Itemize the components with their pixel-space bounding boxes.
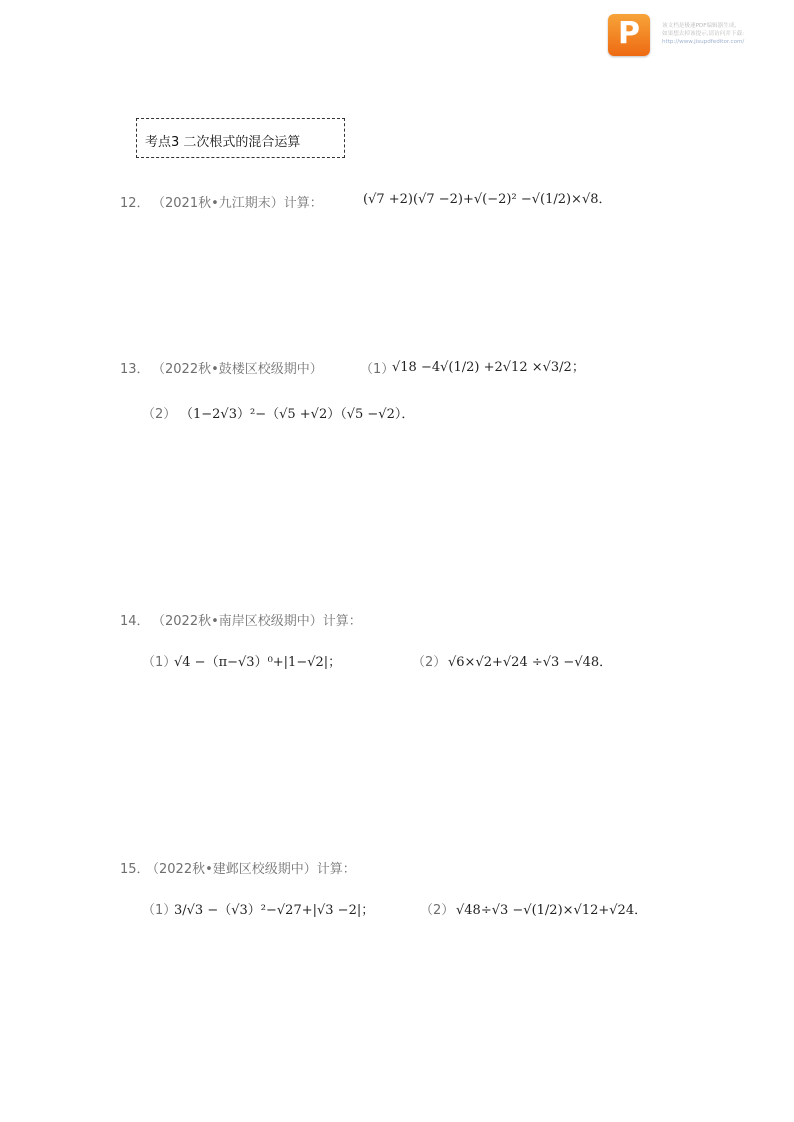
- problem-14-part-2-expression: √6×√2+√24 ÷√3 −√48．: [448, 655, 613, 670]
- problem-13-part-2-expression: （1−2√3）²−（√5 +√2）（√5 −√2）．: [180, 407, 415, 422]
- problem-15-source: （2022秋•建邺区校级期中）计算：: [146, 862, 356, 877]
- problem-13-source: （2022秋•鼓楼区校级期中）: [152, 362, 323, 377]
- watermark-line-2: 如果想去掉该提示,请访问并下载:: [662, 31, 744, 37]
- problem-15-part-1-label: （1）: [142, 903, 177, 918]
- problem-14-part-1-label: （1）: [142, 655, 177, 670]
- problem-12-expression: (√7 +2)(√7 −2)+√(−2)² −√(1/2)×√8．: [363, 192, 612, 207]
- problem-12-source: （2021秋•九江期末）计算：: [152, 196, 323, 211]
- problem-15-part-2-expression: √48÷√3 −√(1/2)×√12+√24．: [456, 903, 648, 918]
- problem-13-number: 13．: [120, 362, 150, 377]
- problem-14-number: 14．: [120, 614, 150, 629]
- logo-letter: P: [618, 16, 640, 51]
- watermark-url: http://www.jisupdfeditor.com/: [662, 39, 745, 45]
- watermark-notice: [662, 22, 790, 46]
- problem-14-part-1-expression: √4 −（π−√3）⁰+|1−√2|；: [174, 655, 342, 670]
- problem-14-source: （2022秋•南岸区校级期中）计算：: [152, 614, 362, 629]
- problem-15-part-1-expression: 3/√3 −（√3）²−√27+|√3 −2|；: [174, 903, 375, 918]
- problem-15-part-2-label: （2）: [420, 903, 455, 918]
- problem-13-part-1-label: （1）: [360, 362, 395, 377]
- problem-14-part-2-label: （2）: [412, 655, 447, 670]
- problem-15-number: 15．: [120, 862, 150, 877]
- watermark-line-1: 该文档是极速PDF编辑器生成,: [662, 23, 737, 29]
- section-title-box: [136, 118, 345, 158]
- problem-13-part-2-label: （2）: [142, 407, 177, 422]
- problem-12-number: 12．: [120, 196, 150, 211]
- pdf-editor-logo-icon: [608, 14, 650, 56]
- problem-13-part-1-expression: √18 −4√(1/2) +2√12 ×√3/2；: [392, 360, 585, 375]
- section-title: 考点3 二次根式的混合运算: [145, 135, 301, 150]
